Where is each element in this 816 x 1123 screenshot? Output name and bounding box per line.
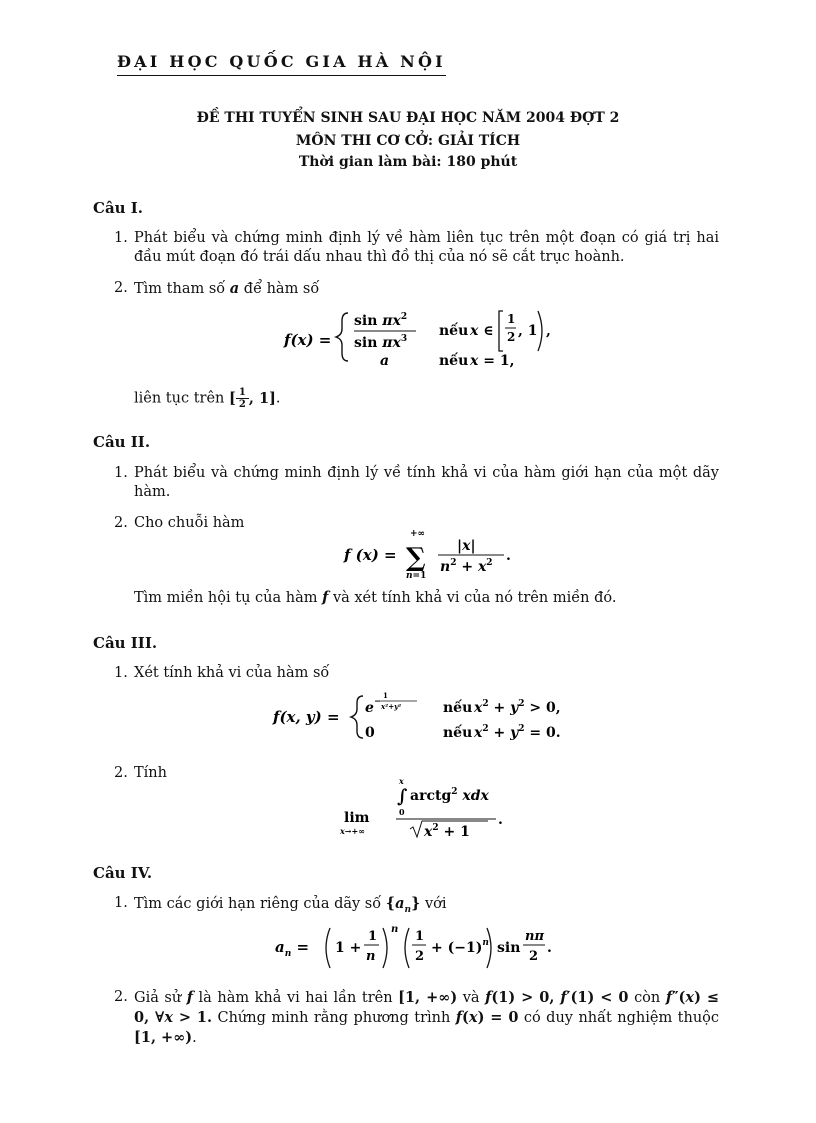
svg-text:lim: lim [344, 810, 370, 826]
svg-text:2: 2 [529, 949, 539, 964]
item-number: 1. [114, 665, 128, 681]
variable-f: f [322, 589, 329, 606]
svg-text:a: a [380, 353, 390, 369]
svg-text:.: . [547, 940, 552, 956]
item-number: 2. [114, 280, 128, 296]
section-title-3: Câu III. [93, 634, 158, 652]
svg-text:1 +: 1 + [335, 940, 362, 956]
svg-text:2: 2 [415, 949, 425, 964]
section-title-1: Câu I. [93, 199, 144, 217]
item-number: 2. [114, 765, 128, 781]
exam-duration: Thời gian làm bài: 180 phút [298, 154, 518, 170]
svg-text:1: 1 [383, 691, 388, 700]
item-text: và xét tính khả vi của nó trên miền đó. [332, 590, 617, 606]
item-text: Tìm các giới hạn riêng của dãy số [134, 896, 382, 912]
item-text: Cho chuỗi hàm [134, 515, 245, 531]
svg-text:, 1: , 1 [518, 323, 538, 339]
item-text: để hàm số [243, 281, 320, 297]
formula-limit [340, 776, 514, 846]
question-3-1 [114, 664, 719, 683]
svg-text:x2 + y2 = 0.: $x^2 + y^2 = 0$. [474, 724, 561, 741]
svg-text:n2 + x2: $n^2 + x^2$ [440, 558, 493, 575]
svg-text:0: 0 [365, 725, 375, 741]
item-text: Giả sử [134, 990, 182, 1006]
formula-sequence [275, 922, 595, 978]
svg-text:an =: $a_n$ = [275, 938, 310, 959]
question-1-2-end: liên tục trên [ $\frac{1}{2}$ , 1]. [134, 387, 281, 410]
svg-text:sin πx3: $\sin \pi x^3$ [354, 334, 408, 351]
exam-title: ĐỀ THI TUYỂN SINH SAU ĐẠI HỌC NĂM 2004 ĐỢT 2 [196, 110, 620, 126]
svg-text:arctg2 xdx: arctg$^2$ xdx [410, 787, 489, 804]
svg-text:nếu: nếu [443, 700, 473, 716]
svg-text:+ (−1)n: + $(-1)^n$ [431, 938, 489, 956]
svg-text:sin: sin [497, 940, 521, 956]
item-number: 2. [114, 515, 128, 531]
formula-series [344, 528, 514, 588]
item-text: và [462, 990, 480, 1006]
item-text: Chứng minh rằng phương trình [217, 1010, 451, 1026]
svg-text:x²+y²: x²+y² [381, 702, 402, 711]
question-4-2: 2. Giả sử f là hàm khả vi hai lần trên [1, +∞) và f(1) > 0, f′(1) < 0 còn f″(x) ≤ 0, ∀x > 1. Chứng minh rằng phương trình f(x) = 0 có duy nhất nghiệm thuộc [1, +∞). [114, 989, 720, 1046]
svg-text:,: , [546, 323, 551, 339]
svg-text:.: . [498, 812, 503, 828]
svg-text:.: . [506, 548, 511, 564]
svg-text:e: e [365, 700, 374, 716]
svg-text:n: n [366, 949, 376, 964]
item-text: Phát biểu và chứng minh định lý về hàm liên tục trên một đoạn có giá trị hai đầu mút đoạn đó trái dấu nhau thì đồ thị của nó sẽ cắt trục hoành. [134, 230, 719, 265]
svg-text:0: 0 [399, 807, 405, 817]
series-formula-graphic [344, 528, 514, 584]
svg-text:x ∈: x ∈ [470, 323, 494, 339]
question-2-1 [114, 464, 719, 502]
item-number: 2. [114, 989, 128, 1005]
svg-text:nπ: nπ [525, 929, 544, 944]
piecewise-formula-graphic [284, 305, 574, 373]
svg-text:1: 1 [415, 929, 425, 944]
svg-text:f(x, y) =: f(x, y) = [273, 708, 340, 726]
svg-text:x = 1,: x = 1, [470, 353, 515, 369]
svg-text:x2 + y2 > 0,: $x^2 + y^2 > 0$, [474, 699, 561, 716]
svg-text:sin πx2: $\sin \pi x^2$ [354, 312, 408, 329]
formula-two-variable [273, 690, 583, 750]
item-text: liên tục trên [134, 390, 225, 407]
item-text: Tính [134, 765, 167, 781]
item-text: Tìm tham số [134, 281, 226, 297]
svg-text:|x|: |x| [457, 538, 476, 554]
svg-text:nếu: nếu [439, 323, 469, 339]
svg-text:2: 2 [507, 330, 516, 344]
svg-text:1: 1 [368, 929, 378, 944]
formula-piecewise-f [284, 305, 574, 377]
item-text: Phát biểu và chứng minh định lý về tính khả vi của hàm giới hạn của một dãy hàm. [134, 465, 719, 500]
svg-text:x→+∞: x→+∞ [340, 826, 365, 836]
svg-text:∫: ∫ [397, 786, 408, 807]
section-title-2: Câu II. [93, 433, 151, 451]
item-number: 1. [114, 895, 128, 911]
svg-text:n=1: n=1 [406, 571, 427, 581]
university-name: ĐẠI HỌC QUỐC GIA HÀ NỘI [117, 52, 446, 76]
svg-text:∑: ∑ [406, 543, 426, 573]
svg-text:f(x) =: f(x) = [284, 331, 332, 349]
item-number: 1. [114, 230, 128, 246]
svg-text:−: − [374, 697, 382, 707]
item-text: Tìm miền hội tụ của hàm [134, 590, 318, 606]
section-title-4: Câu IV. [93, 864, 153, 882]
svg-text:n: n [391, 924, 399, 935]
exam-subject: MÔN THI CƠ CỞ: GIẢI TÍCH [295, 133, 521, 149]
question-2-2-end [134, 589, 616, 606]
item-text: có duy nhất nghiệm thuộc [523, 1010, 720, 1026]
svg-text:nếu: nếu [439, 353, 469, 369]
sequence-formula-graphic [275, 922, 595, 974]
two-variable-formula-graphic [273, 690, 583, 746]
svg-text:x: x [399, 776, 404, 786]
item-text: là hàm khả vi hai lần trên [198, 990, 393, 1006]
item-number: 1. [114, 465, 128, 481]
item-text: với [424, 896, 447, 912]
variable-a: a [229, 280, 240, 297]
svg-text:x2 + 1: $x^2 + 1$ [424, 823, 470, 840]
question-1-2 [114, 279, 719, 299]
svg-text:1: 1 [507, 312, 516, 326]
svg-text:+∞: +∞ [410, 529, 426, 539]
svg-text:f (x) =: f (x) = [344, 546, 397, 564]
item-text: còn [634, 990, 661, 1006]
question-1-1 [114, 229, 719, 267]
svg-text:nếu: nếu [443, 725, 473, 741]
item-text: Xét tính khả vi của hàm số [134, 665, 330, 681]
limit-formula-graphic [340, 776, 514, 842]
question-4-1: 1. Tìm các giới hạn riêng của dãy số $\{a_n\}$ với [114, 895, 447, 915]
